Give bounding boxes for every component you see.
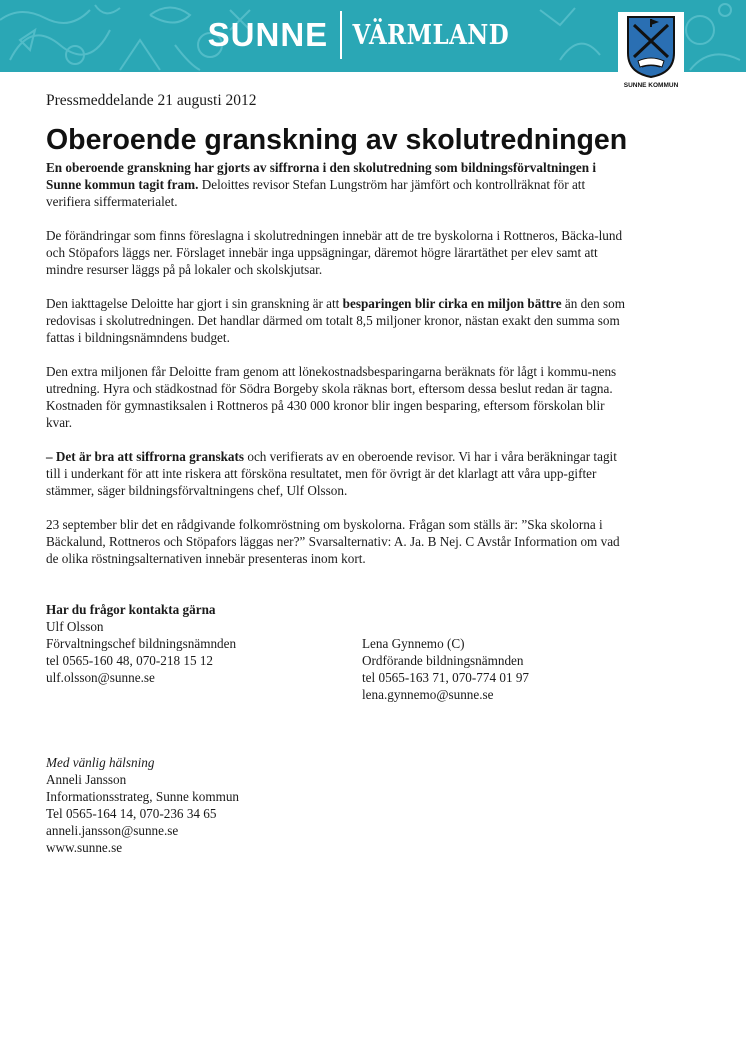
contact-role: Förvaltningschef bildningsnämnden xyxy=(46,636,237,651)
quote-lead: – Det är bra att siffrorna granskats xyxy=(46,449,245,464)
brand-divider xyxy=(340,11,342,59)
contacts-heading-text: Har du frågor kontakta gärna xyxy=(46,602,216,617)
contact-role: Ordförande bildningsnämnden xyxy=(362,653,524,668)
paragraph-changes: De förändringar som finns föreslagna i skolutredningen innebär att de tre byskolorna i Rottneros, Bäcka-lund och Stöpafors läggs ner. Förslaget innebär inga uppsägningar, däremot högre lärartäthet per elev samt att mindre resurser läggs på på lokaler och skolskjutsar. xyxy=(46,228,623,277)
brand-sunne: SUNNE xyxy=(207,16,329,53)
contact-ulf-olsson xyxy=(46,618,362,703)
paragraph-extra-million: Den extra miljonen får Deloitte fram genom att lönekostnadsbesparingarna beräknats för lågt i kommu-nens utredning. Hyra och städkostnad för Södra Borgeby skola räknas bort, eftersom dessa beslut redan är tagna. Kostnaden för gymnastiksalen i Rottneros på 430 000 kronor blir ingen besparing, eftersom förskolan blir kvar. xyxy=(46,364,617,430)
paragraph-deloitte xyxy=(46,295,626,346)
paragraph-intro xyxy=(46,159,626,210)
closing-greeting: Med vänlig hälsning xyxy=(46,755,155,770)
closing-email[interactable]: anneli.jansson@sunne.se xyxy=(46,823,179,838)
deloitte-highlight: besparingen blir cirka en miljon bättre xyxy=(342,296,562,311)
closing-website[interactable]: www.sunne.se xyxy=(46,840,123,855)
closing-phone: Tel 0565-164 14, 070-236 34 65 xyxy=(46,806,217,821)
contact-phone: tel 0565-163 71, 070-774 01 97 xyxy=(362,670,530,685)
municipal-crest xyxy=(618,12,684,94)
contact-lena-gynnemo xyxy=(362,635,529,703)
paragraph-referendum: 23 september blir det en rådgivande folkomröstning om byskolorna. Frågan som ställs är: ”Ska skolorna i Bäckalund, Rottneros och Stöpafors läggas ner?” Svarsalternativ: A. Ja. B Nej. C Avstår Information om vad de olika röstningsalternativen innebär presenteras inom kort. xyxy=(46,517,620,566)
contact-email[interactable]: lena.gynnemo@sunne.se xyxy=(362,687,494,702)
crest-label: SUNNE KOMMUN xyxy=(623,82,679,89)
contact-name: Ulf Olsson xyxy=(46,619,104,634)
intro-rest: Deloittes revisor Stefan Lungström har jämfört och kontrollräknat för att verifiera siffermaterialet. xyxy=(46,177,586,209)
quote-rest: och verifierats av en oberoende revisor. Vi har i våra beräkningar tagit till i underkant för att inte riskera att försköna resultatet, men för övrigt är det klarlagt att våra upp-gifter stämmer, säger bildningsförvaltningens chef, Ulf Olsson. xyxy=(46,449,617,498)
deloitte-text-a: Den iakttagelse Deloitte har gjort i sin granskning är att xyxy=(46,296,343,311)
deloitte-text-b: än den som redovisas i skolutredningen. Det handlar därmed om totalt 8,5 miljoner kronor, nästan exakt den summa som fattas i bildningsnämndens budget. xyxy=(46,296,625,345)
press-release xyxy=(46,90,656,856)
contact-name: Lena Gynnemo (C) xyxy=(362,636,465,651)
contacts-heading xyxy=(46,601,656,618)
dateline: Pressmeddelande 21 augusti 2012 xyxy=(46,92,257,109)
brand-varmland: VÄRMLAND xyxy=(352,19,510,51)
paragraph-quote xyxy=(46,448,626,499)
coat-of-arms-icon xyxy=(626,15,676,79)
contacts-block xyxy=(46,618,656,703)
closing-name: Anneli Jansson xyxy=(46,772,127,787)
closing-signature xyxy=(46,754,656,856)
intro-lead: En oberoende granskning har gjorts av siffrorna i den skolutredning som bildningsförvaltningen i Sunne kommun tagit fram. xyxy=(46,160,597,192)
contact-email[interactable]: ulf.olsson@sunne.se xyxy=(46,670,155,685)
closing-role: Informationsstrateg, Sunne kommun xyxy=(46,789,240,804)
contact-phone: tel 0565-160 48, 070-218 15 12 xyxy=(46,653,214,668)
page-title: Oberoende granskning av skolutredningen xyxy=(46,124,628,156)
